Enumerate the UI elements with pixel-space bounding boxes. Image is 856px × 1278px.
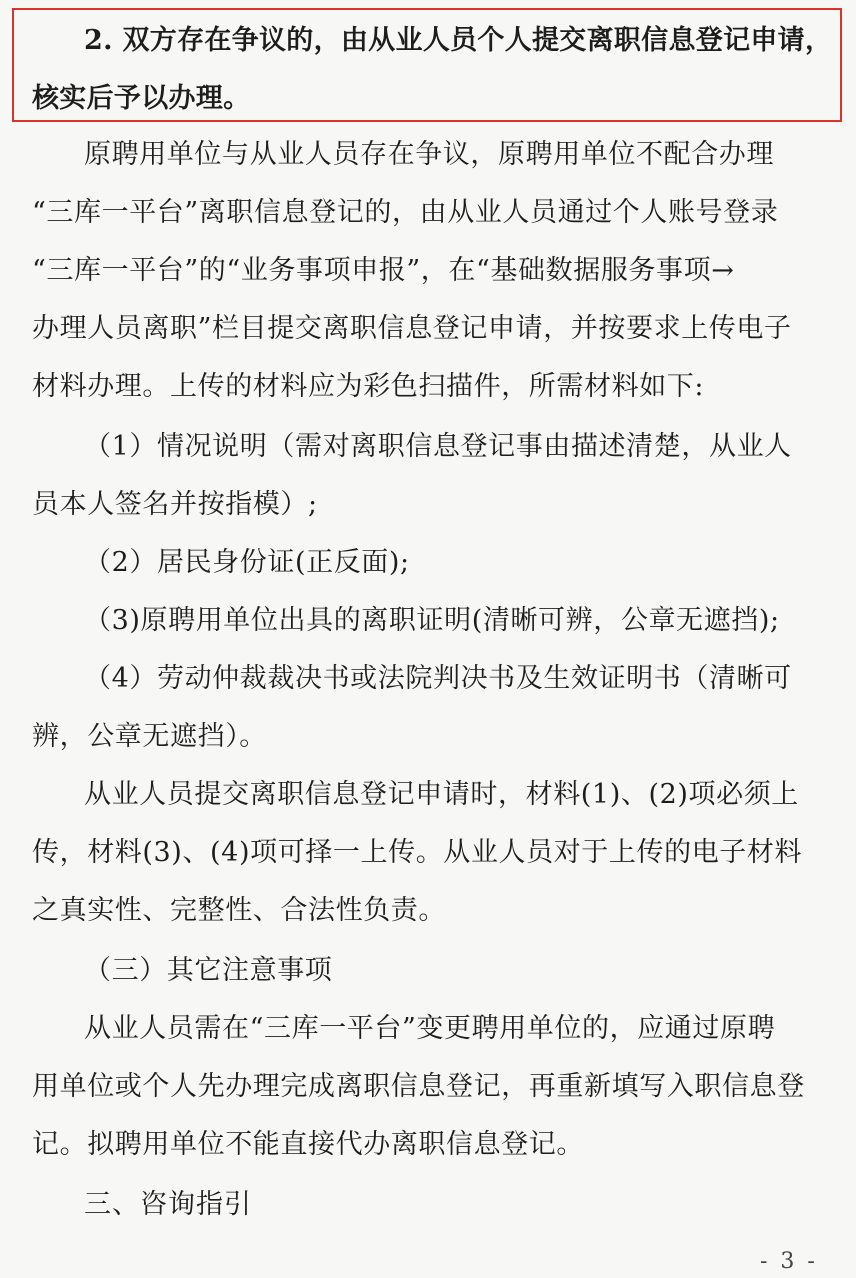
page-number: - 3 - (760, 1249, 818, 1274)
material-item-2: （2）居民身份证(正反面); (84, 547, 410, 578)
section-heading: 三、咨询指引 (84, 1189, 252, 1220)
material-item-1: （1）情况说明（需对离职信息登记事由描述清楚，从业人 (84, 431, 792, 462)
paragraph-line: “三库一平台”的“业务事项申报”，在“基础数据服务事项→ (32, 255, 735, 286)
paragraph-line: 记。拟聘用单位不能直接代办离职信息登记。 (32, 1129, 584, 1160)
paragraph-line: 原聘用单位与从业人员存在争议，原聘用单位不配合办理 (84, 139, 774, 170)
paragraph-line: 从业人员需在“三库一平台”变更聘用单位的，应通过原聘 (84, 1013, 776, 1044)
paragraph-line: 办理人员离职”栏目提交离职信息登记申请，并按要求上传电子 (32, 313, 792, 344)
material-item-4: （4）劳动仲裁裁决书或法院判决书及生效证明书（清晰可 (84, 663, 792, 694)
subsection-heading: （三）其它注意事项 (84, 955, 333, 986)
paragraph-line: 用单位或个人先办理完成离职信息登记，再重新填写入职信息登 (32, 1071, 805, 1102)
material-item-4-continued: 辨，公章无遮挡）。 (32, 721, 267, 752)
paragraph-line: 之真实性、完整性、合法性负责。 (32, 895, 446, 926)
paragraph-line: 从业人员提交离职信息登记申请时，材料(1)、(2)项必须上 (84, 779, 799, 810)
material-item-3: （3)原聘用单位出具的离职证明(清晰可辨，公章无遮挡); (84, 605, 780, 636)
paragraph-line: 材料办理。上传的材料应为彩色扫描件，所需材料如下: (32, 371, 705, 402)
highlighted-line-1: 2. 双方存在争议的，由从业人员个人提交离职信息登记申请， (84, 25, 833, 56)
paragraph-line: “三库一平台”离职信息登记的，由从业人员通过个人账号登录 (32, 197, 779, 228)
highlighted-line-2: 核实后予以办理。 (32, 83, 251, 114)
paragraph-line: 传，材料(3)、(4)项可择一上传。从业人员对于上传的电子材料 (32, 837, 803, 868)
material-item-1-continued: 员本人签名并按指模）; (32, 489, 318, 520)
